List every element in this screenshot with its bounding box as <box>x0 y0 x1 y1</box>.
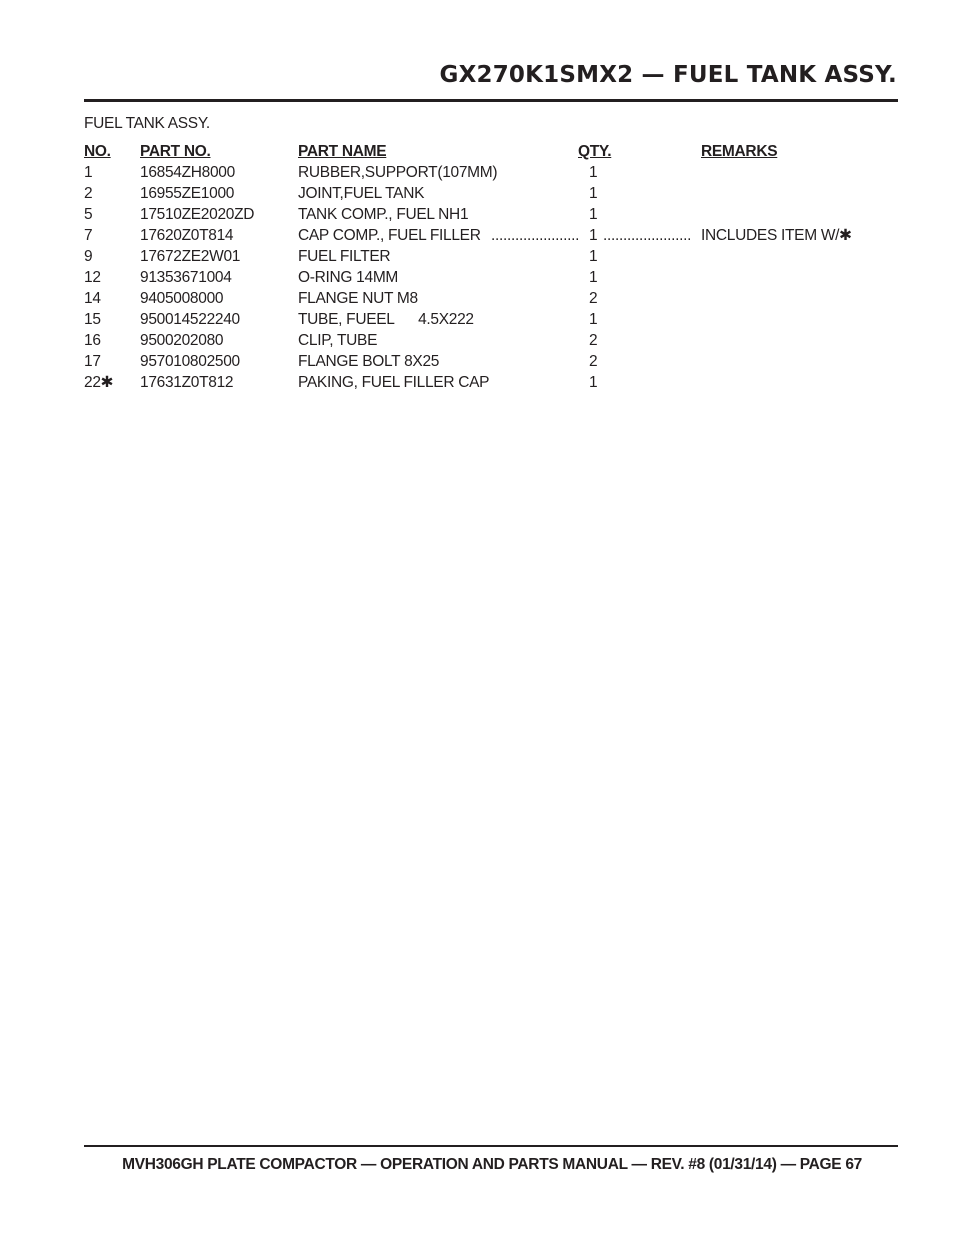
row-part-name: TUBE, FUEEL 4.5X222 <box>298 311 474 328</box>
row-part-name: FLANGE NUT M8 <box>298 290 418 307</box>
row-no: 12 <box>84 269 101 286</box>
row-part-no: 9405008000 <box>140 290 224 307</box>
row-qty: 1 <box>589 206 598 223</box>
page-title: GX270K1SMX2 — FUEL TANK ASSY. <box>439 62 897 88</box>
header-qty: QTY. <box>578 143 612 160</box>
row-part-name: JOINT,FUEL TANK <box>298 185 425 202</box>
table-row <box>84 164 898 185</box>
table-row <box>84 269 898 290</box>
parts-table <box>84 143 898 395</box>
row-remarks: INCLUDES ITEM W/✱ <box>701 227 852 244</box>
leader-dots: ...................... <box>491 227 580 244</box>
row-part-name: TANK COMP., FUEL NH1 <box>298 206 469 223</box>
row-no: 7 <box>84 227 93 244</box>
table-row <box>84 374 898 395</box>
footer-rule <box>84 1145 898 1147</box>
row-no: 22✱ <box>84 374 114 391</box>
row-no: 1 <box>84 164 93 181</box>
table-row <box>84 227 898 248</box>
header-part-no: PART NO. <box>140 143 211 160</box>
row-no: 17 <box>84 353 101 370</box>
row-part-no: 17510ZE2020ZD <box>140 206 255 223</box>
row-qty: 1 <box>589 311 598 328</box>
row-qty: 2 <box>589 332 598 349</box>
table-row <box>84 332 898 353</box>
row-no: 9 <box>84 248 93 265</box>
row-part-no: 9500202080 <box>140 332 224 349</box>
row-no: 5 <box>84 206 93 223</box>
row-part-name: O-RING 14MM <box>298 269 399 286</box>
table-row <box>84 290 898 311</box>
row-part-name: CLIP, TUBE <box>298 332 378 349</box>
row-qty: 1 <box>589 374 598 391</box>
row-part-name: FUEL FILTER <box>298 248 391 265</box>
table-row <box>84 185 898 206</box>
row-part-no: 957010802500 <box>140 353 240 370</box>
row-part-name: PAKING, FUEL FILLER CAP <box>298 374 490 391</box>
row-part-no: 91353671004 <box>140 269 232 286</box>
row-part-name: FLANGE BOLT 8X25 <box>298 353 440 370</box>
page-footer: MVH306GH PLATE COMPACTOR — OPERATION AND PARTS MANUAL — REV. #8 (01/31/14) — PAGE 67 <box>122 1156 862 1173</box>
row-qty: 2 <box>589 353 598 370</box>
row-qty: 1 <box>589 227 598 244</box>
header-remarks: REMARKS <box>701 143 778 160</box>
row-no: 15 <box>84 311 101 328</box>
row-part-name: RUBBER,SUPPORT(107MM) <box>298 164 498 181</box>
row-part-name: CAP COMP., FUEL FILLER <box>298 227 481 244</box>
row-qty: 1 <box>589 164 598 181</box>
row-no: 14 <box>84 290 101 307</box>
leader-dots: ...................... <box>603 227 692 244</box>
title-rule <box>84 99 898 102</box>
row-qty: 2 <box>589 290 598 307</box>
row-part-no: 17620Z0T814 <box>140 227 234 244</box>
table-header-row <box>84 143 898 164</box>
row-part-no: 17631Z0T812 <box>140 374 234 391</box>
row-no: 16 <box>84 332 101 349</box>
table-row <box>84 248 898 269</box>
section-label: FUEL TANK ASSY. <box>84 115 210 132</box>
row-part-no: 17672ZE2W01 <box>140 248 241 265</box>
row-qty: 1 <box>589 185 598 202</box>
header-part-name: PART NAME <box>298 143 387 160</box>
row-qty: 1 <box>589 269 598 286</box>
table-row <box>84 311 898 332</box>
row-part-no: 16955ZE1000 <box>140 185 235 202</box>
header-no: NO. <box>84 143 111 160</box>
row-qty: 1 <box>589 248 598 265</box>
table-row <box>84 206 898 227</box>
row-part-no: 950014522240 <box>140 311 240 328</box>
row-no: 2 <box>84 185 93 202</box>
table-row <box>84 353 898 374</box>
row-part-no: 16854ZH8000 <box>140 164 235 181</box>
